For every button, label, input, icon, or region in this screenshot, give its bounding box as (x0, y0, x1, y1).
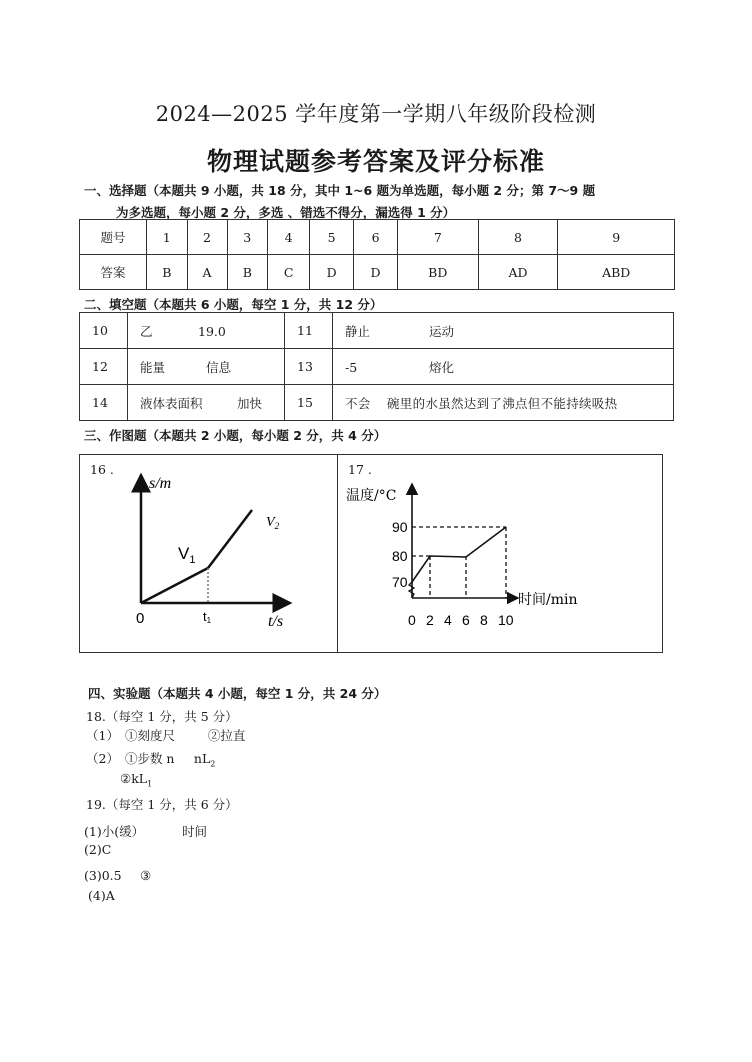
x-tick: 8 (480, 612, 488, 628)
table-cell: B (227, 255, 268, 290)
table-cell: 7 (398, 220, 479, 255)
q19-part3: (3)0.5 ③ (84, 868, 152, 883)
x-axis-label: t/s (268, 613, 284, 630)
x-tick: 4 (444, 612, 452, 628)
t1-label: t1 (203, 609, 212, 625)
table-cell: 2 (187, 220, 227, 255)
table-cell: ABD (558, 255, 675, 290)
table-cell: 3 (227, 220, 268, 255)
answer-cell: 不会 碗里的水虽然达到了沸点但不能持续吸热 (333, 385, 674, 421)
table-cell: D (310, 255, 354, 290)
table-cell: 8 (478, 220, 558, 255)
y-tick-70: 70 (392, 574, 408, 590)
x-tick: 2 (426, 612, 434, 628)
table-cell: A (187, 255, 227, 290)
temperature-curve (412, 527, 506, 582)
q-number: 10 (80, 313, 128, 349)
q17-graph (338, 470, 578, 635)
table-row (80, 220, 675, 255)
q19-part1: (1)小(缓） 时间 (84, 824, 207, 839)
q18-part2-answer2: $②kL_1$ (120, 771, 153, 789)
y-axis-label: s/m (149, 475, 172, 492)
answer-key-title: 物理试题参考答案及评分标准 (206, 147, 545, 176)
v2-label: $V_2$ (266, 515, 280, 531)
x-tick: 0 (408, 612, 416, 628)
q-number: 11 (285, 313, 333, 349)
q19-part4: (4)A (88, 888, 115, 903)
table-cell: B (147, 255, 188, 290)
table-cell: C (268, 255, 310, 290)
q18-part2: （2） ①步数 n $nL_2$ (86, 751, 216, 769)
answer-cell: 能量 信息 (128, 349, 285, 385)
x-tick: 10 (498, 612, 514, 628)
table-cell: BD (398, 255, 479, 290)
q18-part1: （1） ①刻度尺 ②拉直 (86, 728, 246, 743)
v1-label: $V_1$ (178, 544, 196, 566)
x-axis-label: 时间/min (518, 592, 578, 608)
motion-line (141, 510, 252, 603)
table-cell: 9 (558, 220, 675, 255)
answer-cell: 乙 19.0 (128, 313, 285, 349)
table-cell: D (354, 255, 398, 290)
table-row (80, 255, 675, 290)
x-tick: 6 (462, 612, 470, 628)
section4-heading: 四、实验题（本题共 4 小题，每空 1 分，共 24 分） (88, 686, 387, 701)
q17-number: 17 . (348, 462, 372, 477)
q-number: 15 (285, 385, 333, 421)
section1-heading-cont: 为多选题，每小题 2 分，多选 、错选不得分，漏选得 1 分） (116, 205, 456, 220)
table-cell: 5 (310, 220, 354, 255)
table-cell: 1 (147, 220, 188, 255)
y-tick-90: 90 (392, 519, 408, 535)
row-label-answer: 答案 (80, 255, 147, 290)
row-label-number: 题号 (80, 220, 147, 255)
answer-cell: -5 熔化 (333, 349, 674, 385)
q19-title: 19.（每空 1 分，共 6 分） (86, 797, 238, 812)
table-row (80, 385, 674, 421)
q-number: 13 (285, 349, 333, 385)
y-tick-80: 80 (392, 548, 408, 564)
exam-title: 2024—2025 学年度第一学期八年级阶段检测 (155, 102, 597, 126)
table-cell: 6 (354, 220, 398, 255)
fill-blank-table (79, 312, 674, 421)
table-cell: AD (478, 255, 558, 290)
q16-graph (80, 455, 336, 650)
origin-label: 0 (136, 610, 145, 627)
q16-number: 16 . (90, 462, 114, 477)
section2-heading: 二、填空题（本题共 6 小题，每空 1 分，共 12 分） (84, 297, 383, 312)
y-axis-label: 温度/°C (346, 488, 397, 504)
table-row (80, 313, 674, 349)
q19-part2: (2)C (84, 842, 112, 857)
answer-cell: 静止 运动 (333, 313, 674, 349)
section3-heading: 三、作图题（本题共 2 小题，每小题 2 分，共 4 分） (84, 428, 387, 443)
section1-heading: 一、选择题（本题共 9 小题，共 18 分，其中 1~6 题为单选题，每小题 2 分；第 7～9 题 (84, 183, 596, 198)
table-cell: 4 (268, 220, 310, 255)
q-number: 14 (80, 385, 128, 421)
q-number: 12 (80, 349, 128, 385)
choice-answer-table (79, 219, 675, 290)
q18-title: 18.（每空 1 分，共 5 分） (86, 709, 238, 724)
answer-cell: 液体表面积 加快 (128, 385, 285, 421)
table-row (80, 349, 674, 385)
